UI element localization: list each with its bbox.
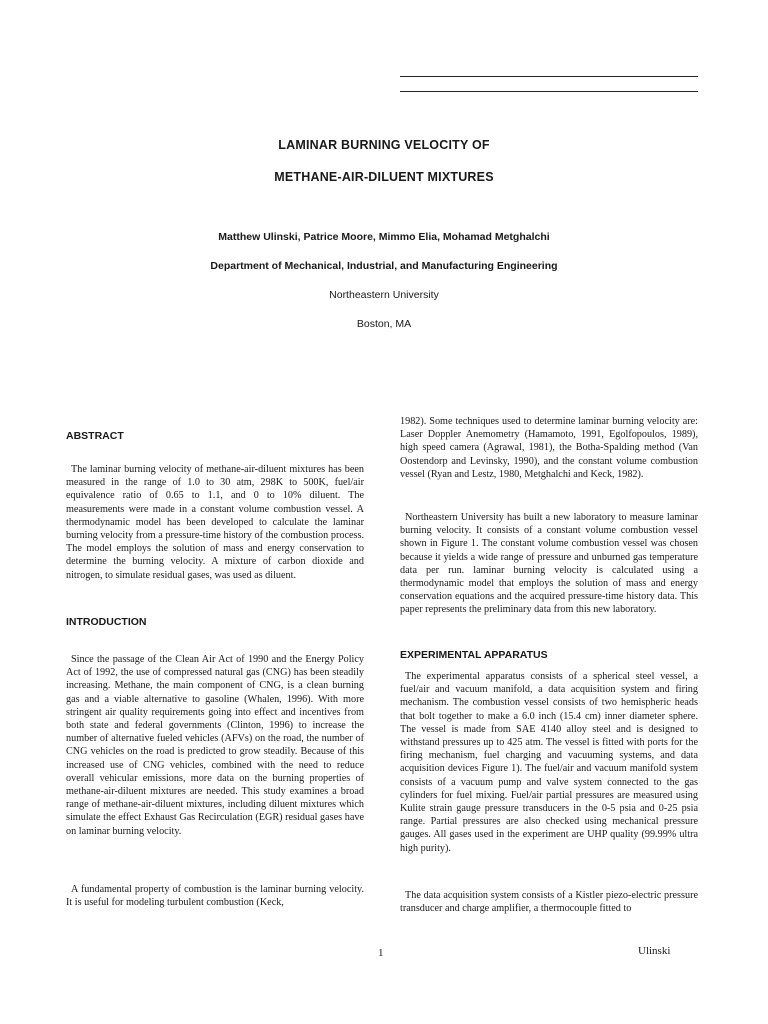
- abstract-heading: ABSTRACT: [66, 430, 124, 442]
- signature-line-2: [400, 91, 698, 92]
- introduction-body-1: [66, 653, 364, 838]
- right-column-body-1: [400, 415, 698, 481]
- running-author-name: Ulinski: [638, 945, 671, 957]
- signature-line-1: [400, 76, 698, 77]
- introduction-paragraph-2: A fundamental property of combustion is the laminar burning velocity. It is useful for modeling turbulent combustion (Keck,: [66, 884, 364, 909]
- right-column-body-2: [400, 511, 698, 617]
- apparatus-paragraph-2: The data acquisition system consists of a Kistler piezo-electric pressure transducer and charge amplifier, a thermocouple fitted to: [400, 890, 698, 915]
- introduction-body-2: [66, 883, 364, 909]
- introduction-paragraph-1: Since the passage of the Clean Air Act of 1990 and the Energy Policy Act of 1992, the use of compressed natural gas (CNG) has been steadily increasing. Methane, the main component of CNG, is a clean burning gas and a viable alternative to gasoline (Whalen, 1996). With more stringent air quality requirements going into effect and incentives from both state and federal governments (Clinton, 1996) to increase the number of alternative fueled vehicles (AFVs) on the road, the number of CNG vehicles on the road is predicted to grow steadily. Because of this increased use of CNG vehicles, combined with the need to reduce overall vehicular emissions, more data on the burning properties of methane-air-diluent mixtures are needed. This study examines a broad range of methane-air-diluent mixtures, including diluent mixtures which simulate the effect Exhaust Gas Recirculation (EGR) residual gases have on laminar burning velocity.: [66, 654, 364, 837]
- introduction-heading: INTRODUCTION: [66, 616, 147, 628]
- department: Department of Mechanical, Industrial, and Manufacturing Engineering: [210, 260, 558, 272]
- abstract-body: [66, 463, 364, 582]
- apparatus-body-1: [400, 670, 698, 855]
- university: Northeastern University: [329, 289, 439, 301]
- apparatus-paragraph-1: The experimental apparatus consists of a spherical steel vessel, a fuel/air and vacuum manifold, a data acquisition system and firing mechanism. The combustion vessel consists of two hemispheric heads that bolt together to make a 6.0 inch (15.4 cm) inner diameter sphere. The vessel is made from SAE 4140 alloy steel and is designed to withstand pressures up to 425 atm. The vessel is fitted with ports for the firing mechanism, fuel charging and vacuuming systems, and data acquisition devices Figure 1). The fuel/air and vacuum manifold system consists of a vacuum pump and valve system connected to the gas cylinders for fuel mixing. Fuel/air partial pressures are measured using Kulite strain gauge pressure transducers in the 0-5 psia and 0-25 psia range. Partial pressures are also checked using mechanical pressure gauges. All gases used in the experiment are UHP quality (99.99% ultra high purity).: [400, 671, 698, 854]
- apparatus-body-2: [400, 889, 698, 915]
- right-paragraph-2: Northeastern University has built a new laboratory to measure laminar burning velocity. It consists of a constant volume combustion vessel shown in Figure 1. The constant volume combustion vessel was chosen because it yields a wide range of pressure and unburned gas temperature data per run. laminar burning velocity is calculated using a thermodynamic model that employs the solution of mass and energy conservation equations and the acquired pressure-time history data. This paper represents the preliminary data from this new laboratory.: [400, 512, 698, 616]
- abstract-paragraph: The laminar burning velocity of methane-air-diluent mixtures has been measured in the range of 1.0 to 30 atm, 298K to 500K, fuel/air equivalence ratio of 0.65 to 1.1, and 0 to 10% diluent. The measurements were made in a constant volume combustion vessel. A thermodynamic model has been developed to calculate the laminar burning velocity from a pressure-time history of the combustion process. The model employs the solution of mass and energy conservation to determine the burning velocity. A mixture of carbon dioxide and nitrogen, to simulate residual gases, was used as diluent.: [66, 464, 364, 581]
- paper-title-line-1: LAMINAR BURNING VELOCITY OF: [278, 138, 490, 152]
- page-number: 1: [378, 947, 384, 959]
- right-paragraph-1: 1982). Some techniques used to determine laminar burning velocity are: Laser Doppler Anemometry (Hamamoto, 1991, Egolfopoulos, 1989), high speed camera (Agrawal, 1981), the Botha-Spalding method (Van Oostendorp and Levinsky, 1990), and the constant volume combustion vessel (Ryan and Lestz, 1980, Metghalchi and Keck, 1982).: [400, 416, 698, 480]
- location: Boston, MA: [356, 318, 412, 330]
- paper-title-line-2: METHANE-AIR-DILUENT MIXTURES: [274, 170, 494, 184]
- author-list: Matthew Ulinski, Patrice Moore, Mimmo Elia, Mohamad Metghalchi: [218, 231, 550, 243]
- experimental-apparatus-heading: EXPERIMENTAL APPARATUS: [400, 649, 548, 661]
